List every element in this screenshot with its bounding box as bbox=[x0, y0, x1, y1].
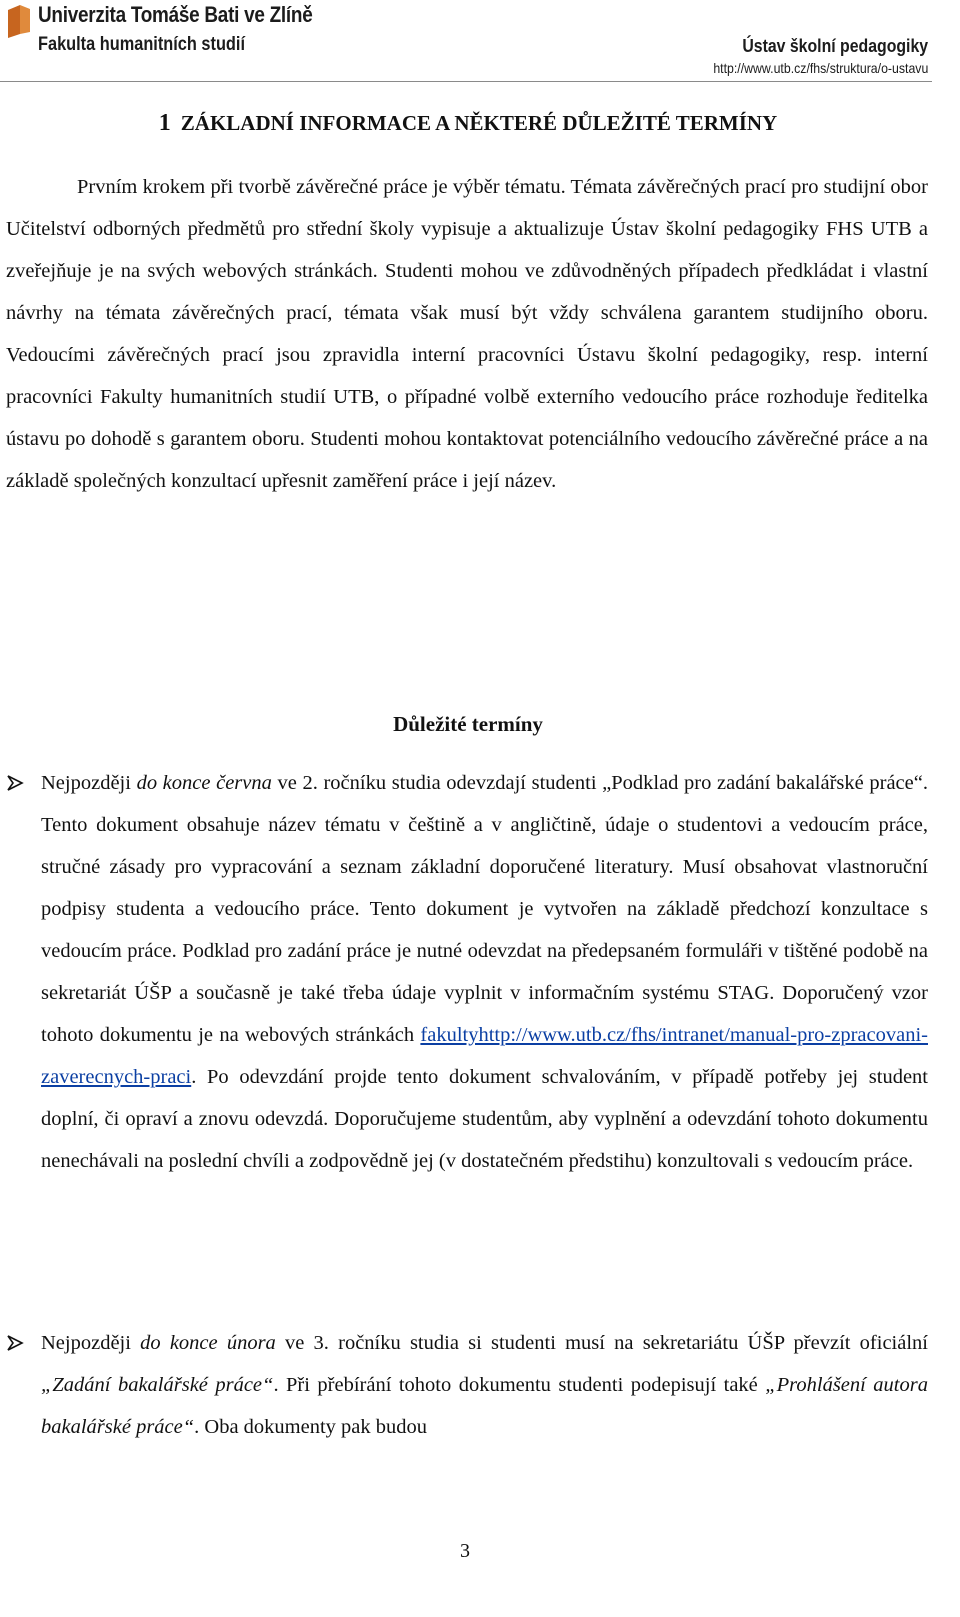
page-number: 3 bbox=[460, 1540, 470, 1562]
page-header bbox=[0, 0, 960, 84]
deadline-text: do konce února bbox=[140, 1332, 276, 1354]
chapter-title: ZÁKLADNÍ INFORMACE A NĚKTERÉ DŮLEŽITÉ TERMÍNY bbox=[180, 111, 778, 135]
intro-paragraph: Prvním krokem při tvorbě závěrečné práce je výběr tématu. Témata závěrečných prací pro studijní obor Učitelství odborných předmětů pro střední školy vypisuje a aktualizuje Ústav školní pedagogiky FHS UTB a zveřejňuje je na svých webových stránkách. Studenti mohou ve zdůvodněných případech předkládat i vlastní návrhy na témata závěrečných prací, témata však musí být vždy schválena garantem studijního oboru. Vedoucími závěrečných prací jsou zpravidla interní pracovníci Ústavu školní pedagogiky, resp. interní pracovníci Fakulty humanitních studií UTB, o případné volbě externího vedoucího práce rozhoduje ředitelka ústavu po dohodě s garantem oboru. Studenti mohou kontaktovat potenciálního vedoucího závěrečné práce a na základě společných konzultací upřesnit zaměření práce i její název. bbox=[6, 176, 928, 492]
institute-name: Ústav školní pedagogiky bbox=[742, 36, 928, 56]
list-item bbox=[6, 1322, 928, 1448]
list-item-text: Nejpozději do konce února ve 3. ročníku studia si studenti musí na sekretariátu ÚŠP převzít oficiální „Zadání bakalářské práce“. Při přebírání tohoto dokumentu studenti podepisují také „Prohlášení autora bakalářské práce“. Oba dokumenty pak budou bbox=[41, 1332, 928, 1438]
university-logo-icon bbox=[6, 4, 32, 38]
list-item bbox=[6, 762, 928, 1182]
list-item-text: Nejpozději do konce června ve 2. ročníku studia odevzdají studenti „Podklad pro zadání bakalářské práce“. Tento dokument obsahuje název tématu v češtině a v angličtině, údaje o studentovi a vedoucím práce, stručné zásady pro vypracování a seznam základní doporučené literatury. Musí obsahovat vlastnoruční podpisy studenta a vedoucího práce. Tento dokument je vytvořen na základě předchozí konzultace s vedoucím práce. Podklad pro zadání práce je nutné odevzdat na předepsaném formuláři v tištěné podobě na sekretariát ÚŠP a současně je také třeba údaje vyplnit v informačním systému STAG. Doporučený vzor tohoto dokumentu je na webových stránkách fakultyhttp://www.utb.cz/fhs/intranet/manual-pro-zpracovani-zaverecnych-praci. Po odevzdání projde tento dokument schvalováním, v případě potřeby jej student doplní, či opraví a znovu odevzdá. Doporučujeme studentům, aby vyplnění a odevzdání tohoto dokumentu nenechávali na poslední chvíli a zodpovědně jej (v dostatečném předstihu) konzultovali s vedoucím práce. bbox=[41, 772, 928, 1172]
header-divider bbox=[0, 81, 932, 82]
faculty-name: Fakulta humanitních studií bbox=[38, 34, 245, 55]
arrow-bullet-icon bbox=[6, 774, 24, 792]
arrow-bullet-icon bbox=[6, 1334, 24, 1352]
chapter-heading bbox=[0, 110, 936, 137]
university-name: Univerzita Tomáše Bati ve Zlíně bbox=[38, 2, 313, 27]
chapter-number: 1 bbox=[158, 110, 171, 136]
document-name: „Zadání bakalářské práce“ bbox=[41, 1374, 274, 1396]
document-name: „Prohlášení autora bakalářské práce“ bbox=[41, 1374, 928, 1438]
deadline-text: do konce června bbox=[136, 772, 272, 794]
section-heading: Důležité termíny bbox=[393, 712, 543, 736]
institute-url[interactable]: http://www.utb.cz/fhs/struktura/o-ustavu bbox=[712, 60, 928, 76]
manual-link[interactable]: fakultyhttp://www.utb.cz/fhs/intranet/manual-pro-zpracovani-zaverecnych-praci bbox=[41, 1024, 928, 1088]
